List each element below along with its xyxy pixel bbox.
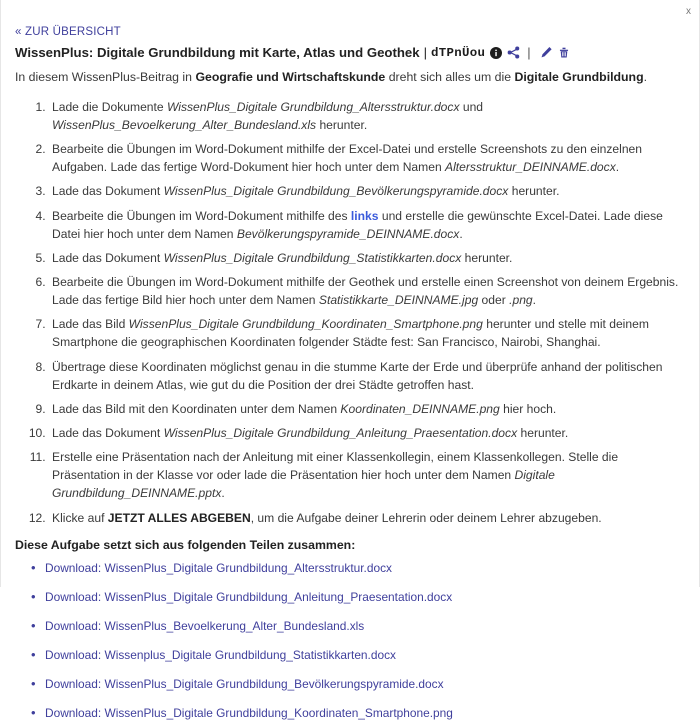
file-name-text: WissenPlus_Bevoelkerung_Alter_Bundesland.xls bbox=[52, 117, 317, 132]
download-link[interactable]: Download: WissenPlus_Digitale Grundbildung_Anleitung_Praesentation.docx bbox=[45, 589, 453, 604]
file-name-text: WissenPlus_Digitale Grundbildung_Statistikkarten.docx bbox=[163, 250, 462, 265]
assignment-code: dTPnÜou bbox=[431, 45, 486, 60]
download-link[interactable]: Download: WissenPlus_Digitale Grundbildung_Altersstruktur.docx bbox=[45, 560, 392, 575]
instruction-text: . bbox=[459, 226, 463, 241]
file-name-text: Altersstruktur_DEINNAME.docx bbox=[445, 160, 616, 175]
file-name-text: WissenPlus_Digitale Grundbildung_Koordinaten_Smartphone.png bbox=[128, 317, 483, 332]
file-name-text: WissenPlus_Digitale Grundbildung_Altersstruktur.docx bbox=[166, 99, 460, 114]
instruction-text: Lade das Bild bbox=[52, 317, 129, 332]
title-separator: | bbox=[423, 45, 428, 60]
instruction-text: Bearbeite die Übungen im Word-Dokument mithilfe der Geothek und erstelle einen Screenshot von deinem Ergebnis. Lade das fertige Bild hier hoch unter dem Namen bbox=[52, 274, 679, 308]
instruction-text: Lade das Dokument bbox=[52, 250, 164, 265]
instruction-text: herunter. bbox=[517, 425, 569, 440]
download-link[interactable]: Download: WissenPlus_Digitale Grundbildung_Koordinaten_Smartphone.png bbox=[45, 705, 453, 720]
file-name-text: WissenPlus_Digitale Grundbildung_Bevölkerungspyramide.docx bbox=[163, 184, 509, 199]
download-list-item bbox=[45, 677, 685, 691]
download-list-item bbox=[45, 590, 685, 604]
instruction-item bbox=[49, 207, 685, 243]
instruction-item bbox=[49, 273, 685, 309]
file-name-text: Statistikkarte_DEINNAME.jpg bbox=[318, 293, 479, 308]
icon-group-separator: | bbox=[527, 45, 531, 60]
intro-bold-subject: Geografie und Wirtschaftskunde bbox=[195, 70, 386, 84]
instruction-item bbox=[49, 249, 685, 267]
file-name-text: WissenPlus_Digitale Grundbildung_Anleitung_Praesentation.docx bbox=[163, 425, 518, 440]
instruction-text: herunter. bbox=[461, 250, 513, 265]
info-icon[interactable] bbox=[490, 47, 502, 59]
file-name-text: Digitale Grundbildung_DEINNAME.pptx bbox=[52, 468, 555, 501]
instruction-text: Lade das Dokument bbox=[52, 425, 164, 440]
download-list-item bbox=[45, 561, 685, 575]
instruction-text: Bearbeite die Übungen im Word-Dokument mithilfe der Excel-Datei und erstelle Screenshots zu den einzelnen Aufgaben. Lade das fertige Word-Dokument hier hoch unter dem Namen bbox=[52, 142, 642, 175]
instruction-item bbox=[49, 315, 685, 351]
instruction-text: herunter. bbox=[508, 184, 560, 199]
instruction-item bbox=[49, 98, 685, 134]
instruction-text: und bbox=[459, 99, 484, 114]
intro-text-3: . bbox=[643, 70, 647, 84]
emphasis-text: JETZT ALLES ABGEBEN bbox=[107, 510, 251, 525]
back-to-overview-link[interactable]: « ZUR ÜBERSICHT bbox=[15, 26, 121, 38]
intro-bold-topic: Digitale Grundbildung bbox=[514, 70, 644, 84]
page-title bbox=[15, 45, 685, 60]
instruction-text: Bearbeite die Übungen im Word-Dokument mithilfe des bbox=[52, 208, 351, 223]
download-list-item bbox=[45, 706, 685, 720]
parts-heading: Diese Aufgabe setzt sich aus folgenden Teilen zusammen: bbox=[15, 537, 356, 552]
instruction-text: oder bbox=[478, 293, 510, 308]
instruction-text: und erstelle die gewünschte Excel-Datei. Lade diese Datei hier hoch unter dem Namen bbox=[52, 208, 663, 241]
instruction-item bbox=[49, 509, 685, 527]
intro-paragraph bbox=[15, 69, 685, 87]
instruction-text: herunter. bbox=[316, 117, 368, 132]
instruction-list bbox=[15, 98, 685, 527]
content-wrapper bbox=[1, 0, 699, 720]
share-icon[interactable] bbox=[507, 46, 520, 59]
intro-text-2: dreht sich alles um die bbox=[385, 70, 515, 84]
instruction-text: Lade das Bild mit den Koordinaten unter dem Namen bbox=[52, 401, 341, 416]
instruction-text: . bbox=[615, 160, 620, 175]
intro-text-1: In diesem WissenPlus-Beitrag in bbox=[15, 70, 196, 84]
instruction-item bbox=[49, 448, 685, 502]
instruction-text: hier hoch. bbox=[499, 401, 557, 416]
instruction-text: herunter und stelle mit deinem Smartphone die geographischen Koordinaten folgender Städte fest: San Francisco, Nairobi, Shanghai. bbox=[52, 317, 649, 350]
instruction-text: Lade das Dokument bbox=[52, 184, 164, 199]
download-list-item bbox=[45, 648, 685, 662]
instruction-text: . bbox=[532, 293, 537, 308]
instruction-text: Klicke auf bbox=[52, 510, 108, 525]
pencil-icon[interactable] bbox=[540, 46, 553, 59]
instruction-text: Lade die Dokumente bbox=[52, 99, 167, 114]
instruction-text: . bbox=[221, 486, 225, 501]
instruction-item bbox=[49, 358, 685, 394]
download-list bbox=[15, 561, 685, 720]
download-list-item bbox=[45, 619, 685, 633]
inline-hyperlink[interactable]: links bbox=[350, 208, 379, 223]
instruction-text: , um die Aufgabe deiner Lehrerin oder deinem Lehrer abzugeben. bbox=[250, 510, 602, 525]
trash-icon[interactable] bbox=[558, 46, 570, 59]
instruction-text: Erstelle eine Präsentation nach der Anleitung mit einer Klassenkollegin, einem Klassenkollegen. Stelle die Präsentation in der Klasse vor oder lade die Präsentation hier hoch unter dem Namen bbox=[52, 450, 619, 483]
page-title-text: WissenPlus: Digitale Grundbildung mit Karte, Atlas und Geothek bbox=[15, 45, 420, 60]
download-link[interactable]: Download: WissenPlus_Bevoelkerung_Alter_Bundesland.xls bbox=[45, 618, 365, 633]
instruction-item bbox=[49, 140, 685, 176]
file-name-text: .png bbox=[509, 293, 533, 308]
instruction-item bbox=[49, 182, 685, 200]
close-button[interactable]: x bbox=[686, 6, 691, 17]
download-link[interactable]: Download: Wissenplus_Digitale Grundbildung_Statistikkarten.docx bbox=[45, 647, 396, 662]
instruction-text: Übertrage diese Koordinaten möglichst genau in die stumme Karte der Erde und überprüfe anhand der politischen Erdkarte in deinem Atlas, wie gut du die Position der drei Städte getroffen hast. bbox=[52, 359, 663, 392]
instruction-item bbox=[49, 400, 685, 418]
instruction-item bbox=[49, 424, 685, 442]
file-name-text: Koordinaten_DEINNAME.png bbox=[340, 401, 500, 416]
download-link[interactable]: Download: WissenPlus_Digitale Grundbildung_Bevölkerungspyramide.docx bbox=[45, 676, 444, 691]
file-name-text: Bevölkerungspyramide_DEINNAME.docx bbox=[236, 226, 460, 241]
